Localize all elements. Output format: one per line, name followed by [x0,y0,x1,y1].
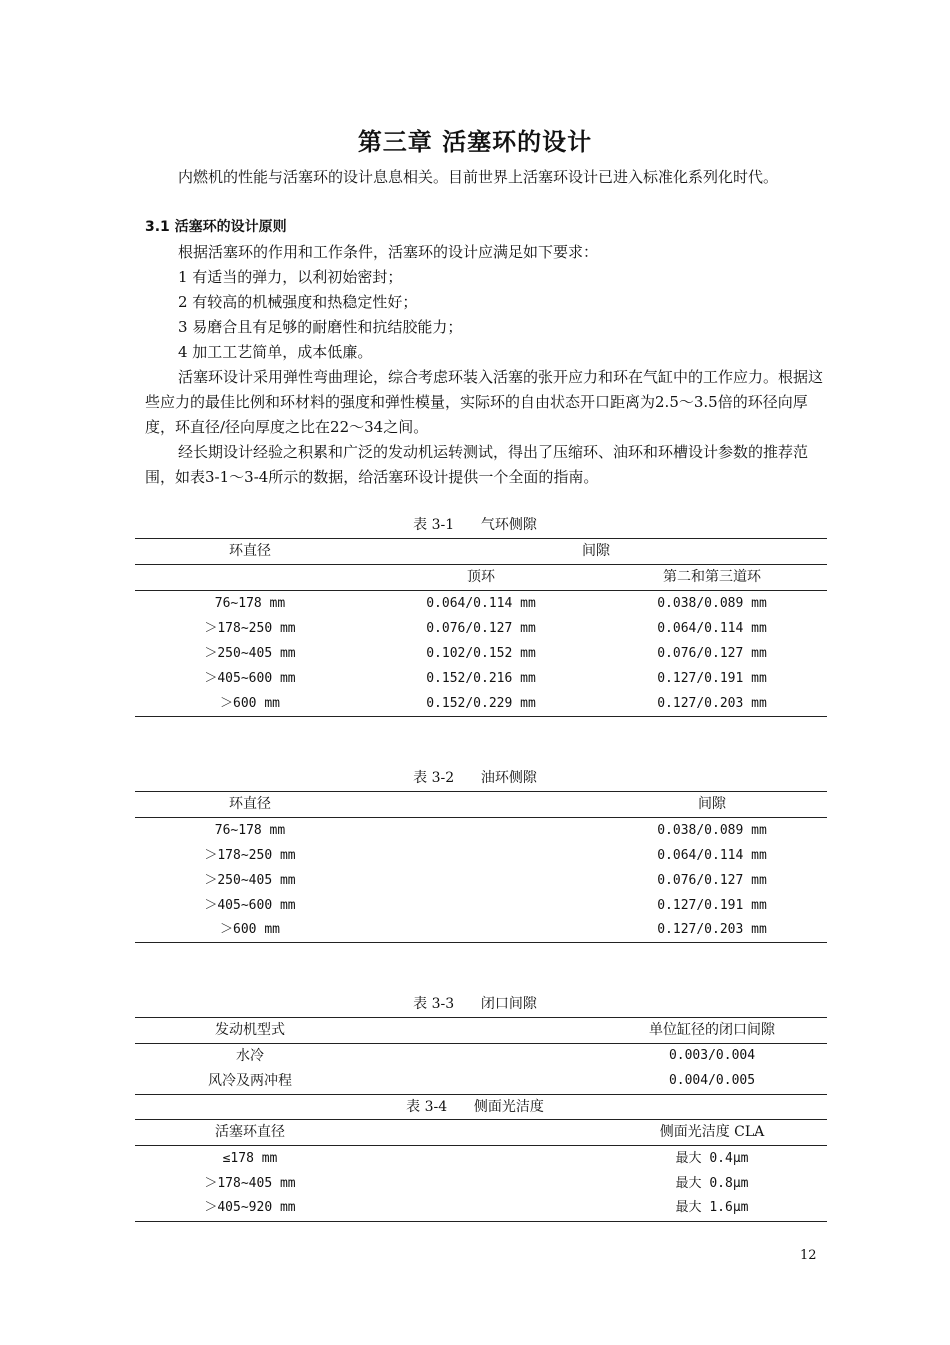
section-heading: 3.1 活塞环的设计原则 [145,219,287,235]
table3-caption: 表 3-3 闭口间隙 [413,996,537,1012]
table4-cell: ＞178~405 mm [204,1176,296,1191]
table2-bottom-rule [135,942,827,943]
table2-cell: 0.127/0.191 mm [657,898,767,913]
table1-mid-rule [135,564,827,565]
table2-cell: ＞405~600 mm [204,898,296,913]
table1-cell: 0.152/0.229 mm [426,696,536,711]
table2-cell: ＞600 mm [220,922,280,937]
table1-cell: ＞600 mm [220,696,280,711]
table3-header-engine-type: 发动机型式 [215,1022,285,1038]
chapter-title: 第三章 活塞环的设计 [357,128,593,156]
table1-header-rule [135,590,827,591]
table1-cell: 76~178 mm [214,596,286,611]
table1-header-second-ring: 第二和第三道环 [663,569,761,585]
table2-cell: ＞178~250 mm [204,848,296,863]
table1-header-clearance: 间隙 [582,543,610,559]
table1-cell: 0.152/0.216 mm [426,671,536,686]
table3-cell: 风冷及两冲程 [208,1073,292,1089]
table4-header-rule [135,1145,827,1146]
table2-cell: 0.038/0.089 mm [657,823,767,838]
table1-cell: 0.102/0.152 mm [426,646,536,661]
table4-cell: ＞405~920 mm [204,1200,296,1215]
table3-top-rule [135,1017,827,1018]
table4-cell: 最大 0.4μm [675,1151,749,1166]
table3-bottom-rule [135,1094,827,1095]
table4-bottom-rule [135,1221,827,1222]
table1-header-top-ring: 顶环 [467,569,495,585]
table4-cell: 最大 1.6μm [675,1200,749,1215]
table2-cell: ＞250~405 mm [204,873,296,888]
requirements-intro: 根据活塞环的作用和工作条件，活塞环的设计应满足如下要求： [178,243,599,261]
requirement-item: 4 加工工艺简单，成本低廉。 [178,343,373,361]
intro-paragraph: 内燃机的性能与活塞环的设计息息相关。目前世界上活塞环设计已进入标准化系列化时代。 [178,168,779,186]
table4-header-diameter: 活塞环直径 [215,1124,285,1140]
table2-cell: 0.127/0.203 mm [657,922,767,937]
table4-cell: ≤178 mm [222,1151,278,1166]
table1-bottom-rule [135,716,827,717]
table1-cell: 0.127/0.203 mm [657,696,767,711]
table1-cell: 0.127/0.191 mm [657,671,767,686]
table2-header-rule [135,817,827,818]
table1-cell: ＞178~250 mm [204,621,296,636]
requirement-item: 3 易磨合且有足够的耐磨性和抗结胶能力； [178,318,463,336]
table1-cell: 0.064/0.114 mm [657,621,767,636]
experience-paragraph: 经长期设计经验之积累和广泛的发动机运转测试，得出了压缩环、油环和环槽设计参数的推荐范围，如表3-1～3-4所示的数据，给活塞环设计提供一个全面的指南。 [145,443,809,486]
table1-cell: 0.038/0.089 mm [657,596,767,611]
table1-cell: ＞405~600 mm [204,671,296,686]
table2-cell: 0.076/0.127 mm [657,873,767,888]
requirement-item: 1 有适当的弹力，以利初始密封； [178,268,403,286]
table3-header-rule [135,1043,827,1044]
table1-cell: 0.064/0.114 mm [426,596,536,611]
table4-top-rule [135,1119,827,1120]
table2-caption: 表 3-2 油环侧隙 [413,770,537,786]
table4-caption: 表 3-4 侧面光洁度 [406,1099,544,1115]
table1-header-diameter: 环直径 [229,543,271,559]
page-number: 12 [800,1248,817,1263]
table2-header-diameter: 环直径 [229,796,271,812]
table1-cell: 0.076/0.127 mm [657,646,767,661]
table2-header-clearance: 间隙 [698,796,726,812]
table1-top-rule [135,538,827,539]
table2-top-rule [135,791,827,792]
requirement-item: 2 有较高的机械强度和热稳定性好； [178,293,418,311]
table1-cell: 0.076/0.127 mm [426,621,536,636]
theory-paragraph: 活塞环设计采用弹性弯曲理论，综合考虑环装入活塞的张开应力和环在气缸中的工作应力。根据这些应力的最佳比例和环材料的强度和弹性模量，实际环的自由状态开口距离为2.5～3.5倍的环径向厚度，环直径/径向厚度之比在22～34之间。 [145,368,824,436]
table3-cell: 0.003/0.004 [668,1048,756,1063]
table1-caption: 表 3-1 气环侧隙 [413,517,537,533]
table3-cell: 水冷 [236,1048,264,1064]
table4-cell: 最大 0.8μm [675,1176,749,1191]
table1-cell: ＞250~405 mm [204,646,296,661]
table2-cell: 0.064/0.114 mm [657,848,767,863]
table4-header-finish: 侧面光洁度 CLA [659,1124,765,1140]
table3-cell: 0.004/0.005 [668,1073,756,1088]
table3-header-gap: 单位缸径的闭口间隙 [649,1022,775,1038]
table2-cell: 76~178 mm [214,823,286,838]
